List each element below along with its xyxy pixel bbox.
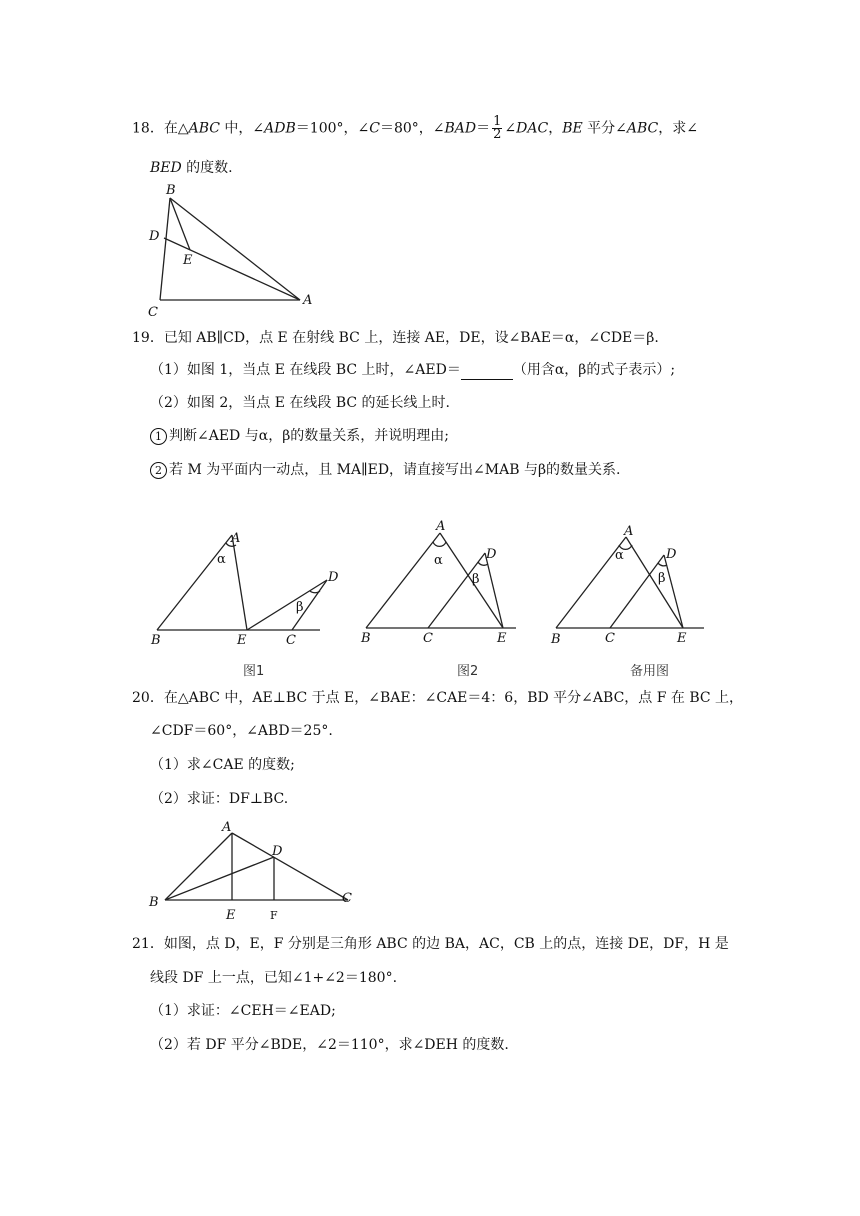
q19-sub-1: （1）如图 1，当点 E 在线段 BC 上时，∠AED＝ （用含α，β的式子表示）; (150, 362, 676, 378)
q20-sub-2: （2）求证：DF⊥BC. (150, 791, 289, 807)
q20-label-e: E (226, 908, 236, 923)
fig1-label-c: C (286, 633, 296, 648)
fig2-label-b: B (361, 631, 371, 646)
q20-label-f: F (270, 909, 278, 922)
backup-beta: β (658, 571, 666, 586)
q19-figure-1 (145, 525, 339, 655)
backup-label-e: E (677, 631, 687, 646)
q19-backup-figure (548, 525, 713, 655)
fig1-label-e: E (237, 633, 247, 648)
q20-figure (140, 815, 370, 925)
fig1-alpha: α (217, 552, 226, 567)
q20-sub-1: （1）求∠CAE 的度数; (150, 757, 295, 773)
q21-line-1: 21．如图，点 D，E，F 分别是三角形 ABC 的边 BA，AC，CB 上的点，连接 DE，DF，H 是 (132, 936, 729, 952)
backup-label-a: A (624, 524, 634, 539)
fig2-label-e: E (497, 631, 507, 646)
q19-item-2: 2 若 M 为平面内一动点，且 MA∥ED，请直接写出∠MAB 与β的数量关系. (150, 460, 621, 480)
q18-label-c: C (148, 305, 158, 320)
q21-line-2: 线段 DF 上一点，已知∠1+∠2＝180°. (150, 970, 398, 986)
backup-label-c: C (605, 631, 615, 646)
q18-figure (140, 180, 320, 320)
fig1-caption: 图1 (243, 664, 265, 679)
fig2-label-c: C (423, 631, 433, 646)
backup-alpha: α (615, 548, 624, 563)
q21-sub-2: （2）若 DF 平分∠BDE，∠2＝110°，求∠DEH 的度数. (150, 1037, 509, 1053)
fig1-label-d: D (328, 570, 339, 585)
q20-line-2: ∠CDF＝60°，∠ABD＝25°. (150, 723, 333, 739)
fig1-label-a: A (231, 531, 241, 546)
fig2-beta: β (472, 572, 480, 587)
q19-line-1: 19．已知 AB∥CD，点 E 在射线 BC 上，连接 AE，DE，设∠BAE＝α，∠CDE＝β. (132, 330, 659, 346)
fig1-label-b: B (151, 633, 161, 648)
triangle-abc: ABC (188, 120, 220, 137)
q18-line-2: BED 的度数. (150, 160, 233, 176)
fraction-one-half: $\frac{1}{2}$ (493, 114, 502, 142)
q19-item-1: 1 判断∠AED 与α，β的数量关系，并说明理由; (150, 426, 449, 446)
fig2-alpha: α (434, 553, 443, 568)
q18-label-a: A (303, 293, 313, 308)
circled-number-1: 1 (150, 428, 167, 445)
q20-label-d: D (272, 844, 283, 859)
fig2-caption: 图2 (457, 664, 479, 679)
fig2-label-a: A (436, 519, 446, 534)
q18-line-1: 18．在△ABC 中，∠ADB＝100°，∠C＝80°，∠BAD＝ $\frac{1}{2}$ ∠DAC，BE 平分∠ABC，求∠ (132, 114, 698, 142)
answer-blank (461, 365, 513, 380)
backup-label-d: D (666, 547, 677, 562)
q19-figure-2 (358, 518, 528, 653)
q20-label-a: A (222, 820, 232, 835)
fig2-label-d: D (486, 547, 497, 562)
q18-label-b: B (166, 183, 176, 198)
backup-caption: 备用图 (630, 664, 670, 679)
circled-number-2: 2 (150, 462, 167, 479)
q20-label-c: C (342, 891, 352, 906)
backup-label-b: B (551, 632, 561, 647)
q20-line-1: 20．在△ABC 中，AE⊥BC 于点 E，∠BAE：∠CAE＝4：6，BD 平分∠ABC，点 F 在 BC 上， (132, 690, 744, 706)
q20-label-b: B (149, 895, 159, 910)
q18-label-e: E (183, 253, 193, 268)
fig1-beta: β (296, 600, 304, 615)
q19-sub-2: （2）如图 2，当点 E 在线段 BC 的延长线上时. (150, 395, 450, 411)
q18-label-d: D (149, 229, 160, 244)
q21-sub-1: （1）求证：∠CEH＝∠EAD; (150, 1003, 336, 1019)
